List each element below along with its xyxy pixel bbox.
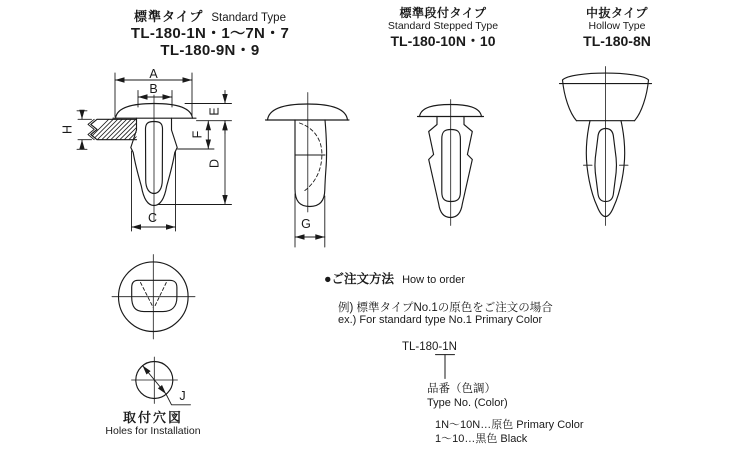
standard-type-title: [105, 6, 315, 26]
order-color-option-primary: 1N〜10N…原色 Primary Color: [435, 419, 584, 431]
dim-label-a: A: [149, 67, 158, 81]
order-color-option-black: 1〜10…黒色 Black: [435, 433, 528, 445]
figure-hollow-type: [560, 67, 652, 226]
stepped-type-model: TL-180-10N・10: [390, 33, 496, 49]
hollow-type-model: TL-180-8N: [583, 33, 651, 49]
order-example-en: ex.) For standard type No.1 Primary Color: [338, 313, 543, 326]
order-heading-jp: ●ご注文方法: [324, 272, 395, 286]
dim-label-f: F: [190, 130, 204, 139]
figure-head-top-view: [112, 255, 195, 340]
installation-caption: [93, 410, 213, 438]
dim-label-c: C: [147, 211, 158, 225]
standard-type-model-2: TL-180-9N・9: [160, 41, 260, 59]
installation-caption-jp: 取付穴図: [122, 410, 183, 425]
hidden-barb-curve: [300, 123, 322, 192]
stem: [295, 120, 327, 207]
dim-label-j: J: [179, 388, 186, 403]
stepped-type-title-jp: 標準段付タイプ: [399, 6, 487, 20]
installation-caption-en: Holes for Installation: [105, 425, 201, 437]
order-type-label-jp: 品番（色調）: [427, 383, 496, 395]
order-part-number: TL-180-1N: [402, 341, 457, 353]
column-hollow-header: [537, 6, 697, 49]
dim-label-d: D: [207, 158, 222, 169]
column-standard-header: [105, 6, 315, 59]
order-diagram-lines: [436, 355, 455, 379]
dim-label-b: B: [149, 81, 158, 96]
order-type-label-en: Type No. (Color): [427, 397, 508, 409]
hollow-type-title-en: Hollow Type: [588, 20, 646, 32]
hollow-type-title-jp: 中抜タイプ: [586, 6, 648, 20]
standard-type-model-1: TL-180-1N・1〜7N・7: [130, 25, 290, 42]
head-left-side: [563, 80, 577, 121]
column-stepped-header: [363, 6, 523, 49]
stem-outline: [132, 280, 177, 311]
head-right-side: [635, 80, 649, 121]
dim-label-e: E: [207, 107, 222, 116]
dim-label-h: H: [60, 124, 75, 134]
dim-label-g: G: [301, 216, 311, 231]
hidden-leg-right: [154, 283, 166, 308]
stepped-type-title-en: Standard Stepped Type: [387, 20, 499, 32]
order-heading-en: How to order: [402, 274, 466, 286]
figure-standard-cross-section: [86, 95, 196, 221]
figure-standard-side-view: [266, 93, 350, 213]
figure-stepped-type: [418, 100, 484, 226]
order-heading: [324, 269, 465, 288]
hidden-leg-left: [141, 283, 154, 308]
standard-type-title-en: Standard Type: [211, 12, 286, 24]
order-example-jp: 例) 標準タイプNo.1の原色をご注文の場合: [338, 302, 553, 314]
standard-type-title-jp: 標準タイプ: [134, 9, 204, 24]
